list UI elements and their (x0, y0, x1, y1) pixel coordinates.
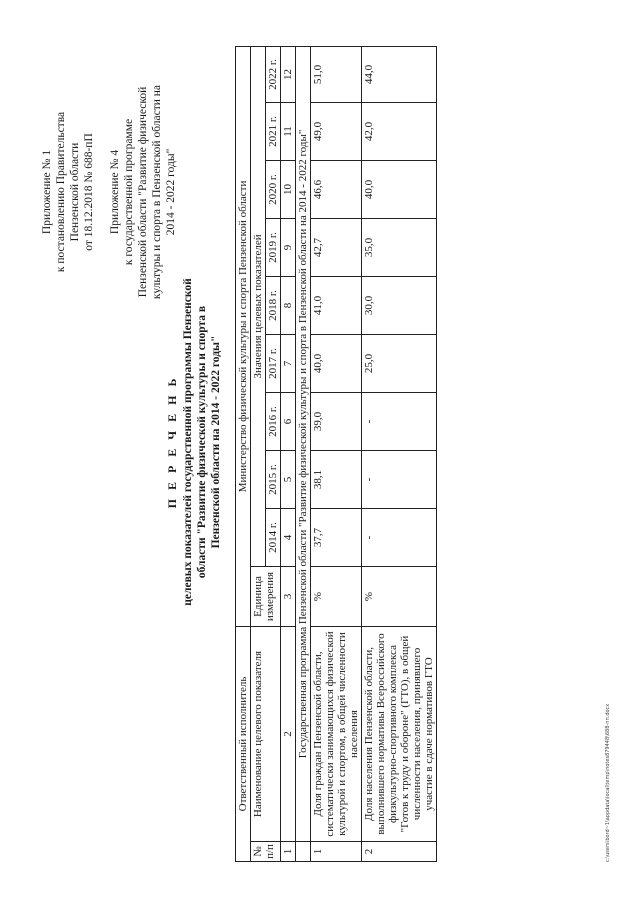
appendix-gap (96, 42, 108, 342)
appendix-line: культуры и спорта в Пензенской области на (151, 84, 163, 300)
row-value: - (362, 393, 437, 451)
column-number: 10 (281, 161, 296, 219)
column-number: 5 (281, 451, 296, 509)
year-header: 2014 г. (266, 509, 281, 567)
year-header: 2021 г. (266, 103, 281, 161)
header-name: Наименование целевого показателя (251, 627, 281, 842)
appendix-line: Пензенской области (69, 142, 81, 242)
year-header: 2017 г. (266, 335, 281, 393)
row-name: Доля населения Пензенской области, выполнившего нормативы Всероссийского физкультурно-спортивного комплекса "Готов к труду и обороне" (ГТО), в общей численности населения, принявшего участие в сдаче нормативов ГТО (362, 627, 437, 842)
responsible-row (236, 46, 251, 861)
column-number: 11 (281, 103, 296, 161)
year-header: 2020 г. (266, 161, 281, 219)
file-path-footer: c:\users\bord~1\appdata\local\temp\notes879448\688-пп.docx (605, 703, 611, 862)
appendix-line: 2014 - 2022 годы" (165, 148, 177, 236)
row-value: 30,0 (362, 277, 437, 335)
table-row (311, 46, 362, 861)
row-value: - (362, 451, 437, 509)
title-line: области "Развитие физической культуры и спорта в (196, 305, 208, 579)
appendix-line: от 18.12.2018 № 688-пП (83, 133, 95, 251)
program-title: Государственная программа Пензенской области "Развитие физической культуры и спорта в Пензенской области на 2014 - 2022 годы" (296, 46, 311, 841)
row-value: 49,0 (311, 103, 362, 161)
column-number: 8 (281, 277, 296, 335)
column-numbers-row (281, 46, 296, 861)
appendix-line: к постановлению Правительства (55, 111, 67, 273)
year-header: 2018 г. (266, 277, 281, 335)
program-row (296, 46, 311, 861)
row-value: 35,0 (362, 219, 437, 277)
row-value: 40,0 (311, 335, 362, 393)
appendix-line: Приложение № 4 (109, 149, 121, 235)
year-header: 2022 г. (266, 46, 281, 102)
column-number: 1 (281, 842, 296, 862)
header-num: № п/п (251, 842, 281, 862)
column-number: 7 (281, 335, 296, 393)
title-line: Пензенской области на 2014 - 2022 годы" (210, 335, 222, 549)
row-unit: % (311, 567, 362, 627)
document-title (165, 232, 223, 652)
appendix-line: Пензенской области "Развитие физической (137, 86, 149, 298)
column-number: 4 (281, 509, 296, 567)
table-row (362, 46, 437, 861)
year-header: 2019 г. (266, 219, 281, 277)
appendix-line: к государственной программе (123, 118, 135, 266)
row-value: 39,0 (311, 393, 362, 451)
header-row (251, 46, 266, 861)
row-value: - (362, 509, 437, 567)
header-values-group: Значения целевых показателей (251, 46, 266, 566)
title-heading: П Е Р Е Ч Е Н Ь (165, 375, 179, 509)
row-value: 44,0 (362, 46, 437, 102)
column-number: 12 (281, 46, 296, 102)
row-value: 51,0 (311, 46, 362, 102)
appendix-line: Приложение № 1 (41, 149, 53, 235)
row-value: 46,6 (311, 161, 362, 219)
row-value: 40,0 (362, 161, 437, 219)
row-value: 42,0 (362, 103, 437, 161)
column-number: 9 (281, 219, 296, 277)
row-name: Доля граждан Пензенской области, систематически занимающихся физической культурой и спортом, в общей численности населения (311, 627, 362, 842)
row-unit: % (362, 567, 437, 627)
row-num: 1 (311, 842, 362, 862)
indicators-table (235, 46, 437, 862)
program-row-blank (296, 842, 311, 862)
column-number: 3 (281, 567, 296, 627)
row-value: 38,1 (311, 451, 362, 509)
responsible-label: Ответственный исполнитель (236, 627, 251, 862)
year-header: 2016 г. (266, 393, 281, 451)
row-value: 37,7 (311, 509, 362, 567)
row-value: 42,7 (311, 219, 362, 277)
header-unit: Единица измерения (251, 567, 281, 627)
document-sheet (20, 12, 620, 892)
appendix-block (40, 42, 178, 342)
responsible-value: Министерство физической культуры и спорта Пензенской области (236, 46, 251, 626)
column-number: 2 (281, 627, 296, 842)
row-num: 2 (362, 842, 437, 862)
column-number: 6 (281, 393, 296, 451)
row-value: 25,0 (362, 335, 437, 393)
row-value: 41,0 (311, 277, 362, 335)
title-line: целевых показателей государственной программы Пензенской (182, 278, 194, 606)
year-header: 2015 г. (266, 451, 281, 509)
